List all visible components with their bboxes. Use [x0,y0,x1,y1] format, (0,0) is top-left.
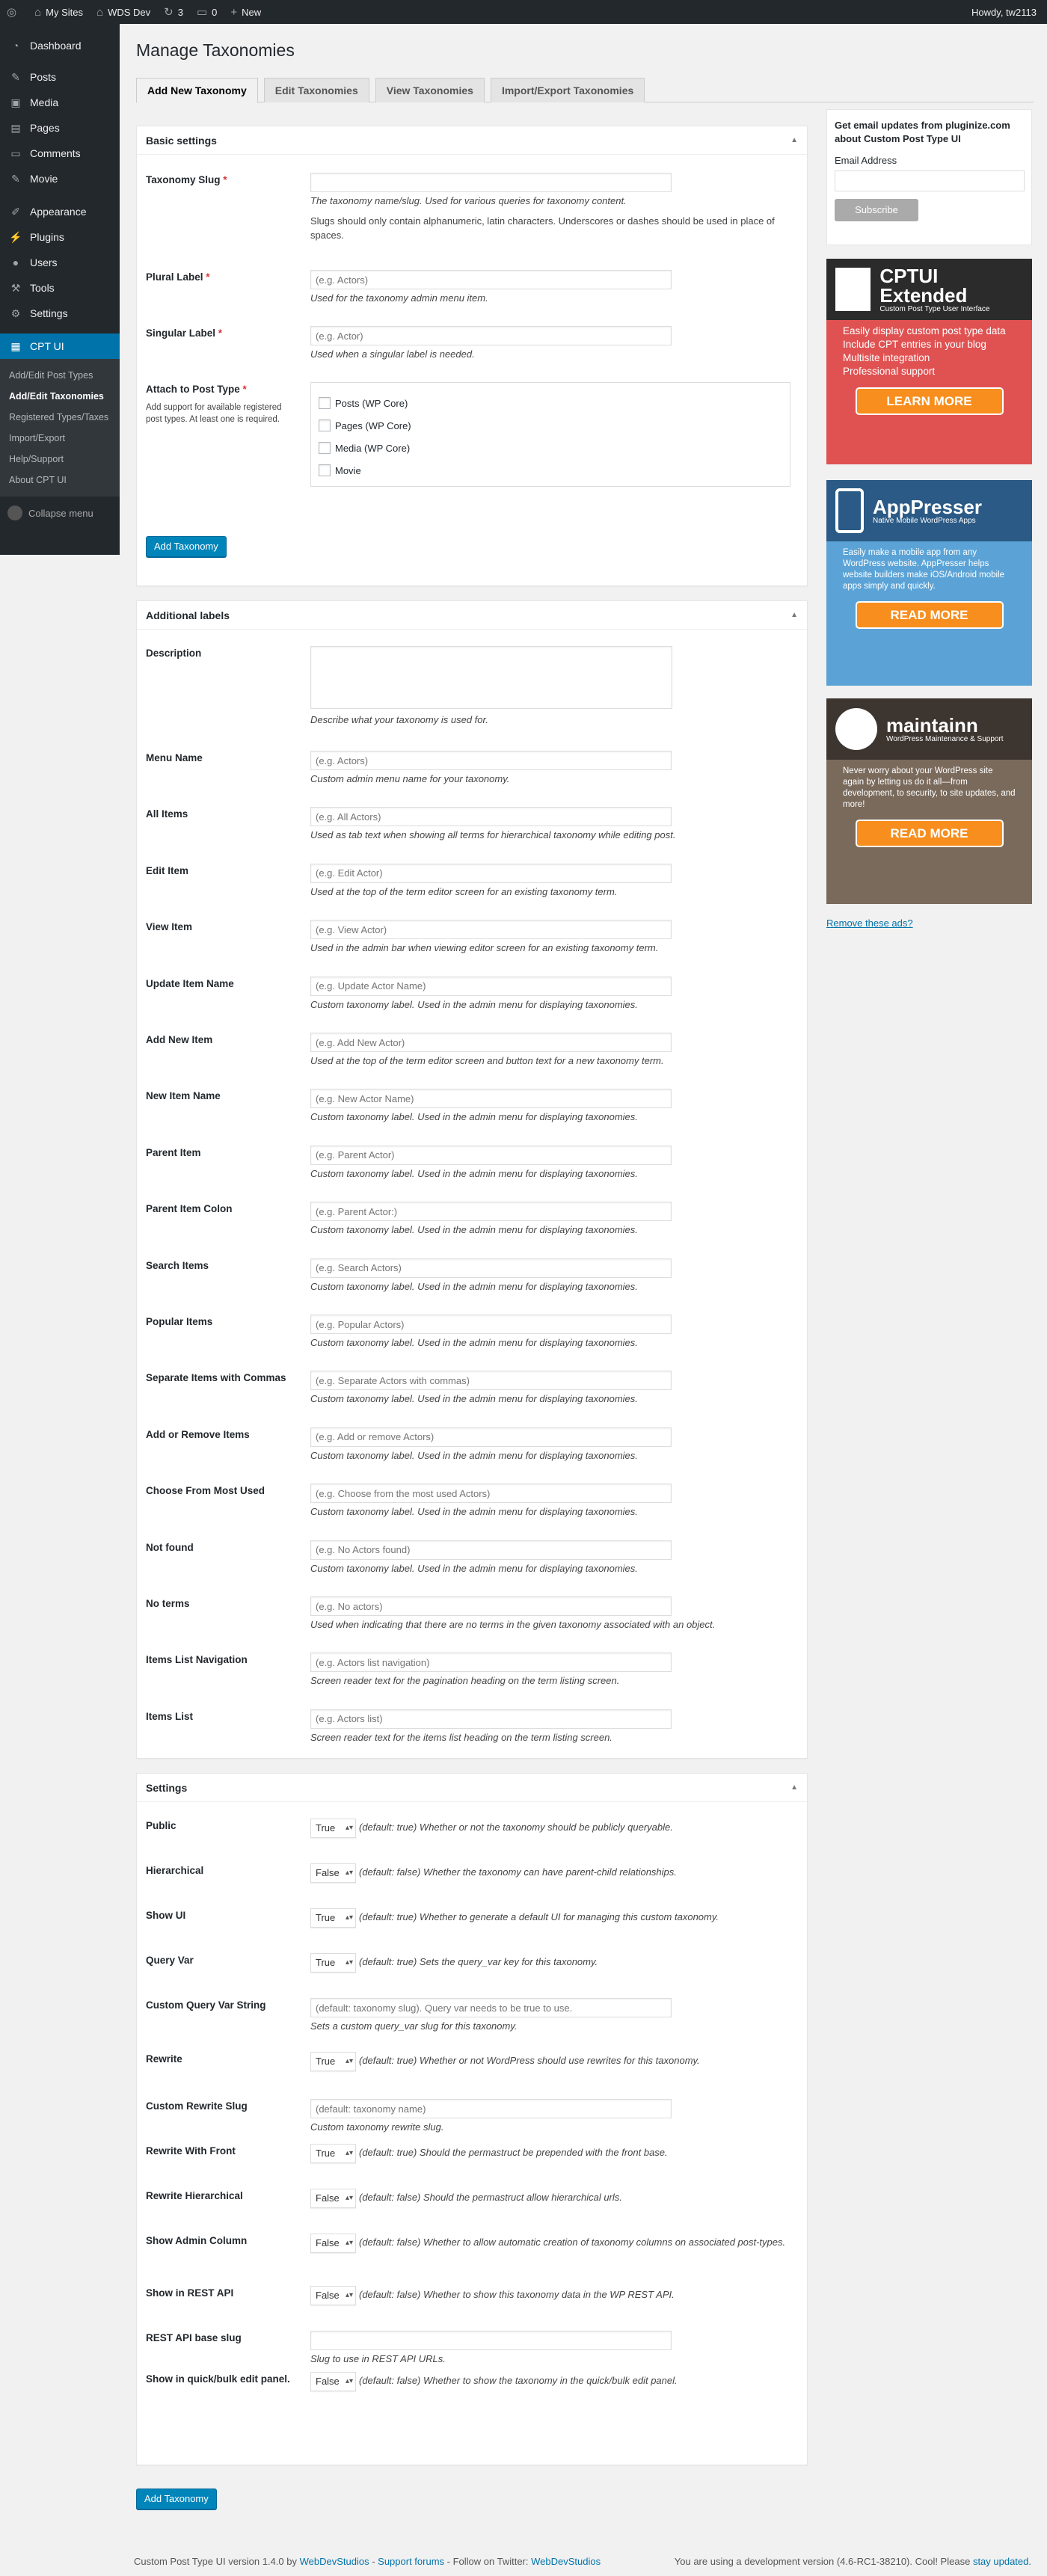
menu-label: Posts [30,71,57,83]
row-label: Hierarchical [146,1865,204,1876]
additional-labels-header[interactable] [137,601,807,630]
settings-header[interactable] [137,1774,807,1802]
field-description: Custom taxonomy label. Used in the admin menu for displaying taxonomies. [310,1506,638,1518]
label-input[interactable] [310,1427,672,1447]
admin-bar [0,0,1047,24]
ad-header [826,698,1032,760]
menu-label: Plugins [30,231,64,243]
cptui-extended-ad[interactable] [826,259,1032,464]
learn-more-button[interactable]: LEARN MORE [856,387,1004,415]
field-description: Used at the top of the term editor screen and button text for a new taxonomy term. [310,1055,664,1066]
field-description: Used for the taxonomy admin menu item. [310,292,488,304]
post-type-checkboxes [310,382,790,487]
field-description: Custom taxonomy label. Used in the admin menu for displaying taxonomies. [310,1280,638,1292]
submenu-import-export[interactable]: Import/Export [9,433,66,443]
tab-edit-taxonomies[interactable]: Edit Taxonomies [264,78,369,102]
field-description: (default: true) Whether or not the taxonomy should be publicly queryable. [359,1822,673,1833]
select-value: False [316,2376,340,2387]
field-description: Custom taxonomy label. Used in the admin menu for displaying taxonomies. [310,1337,638,1348]
checkbox-posts[interactable] [319,392,782,414]
field-description: Sets a custom query_var slug for this taxonomy. [310,2020,518,2032]
pin-icon: ✎ [11,172,20,185]
setting-select[interactable] [310,1908,356,1928]
select-value: False [316,2192,340,2204]
label-input[interactable] [310,920,672,939]
select-value: True [316,1957,336,1968]
user-icon: ● [12,256,19,268]
field-description: Custom taxonomy label. Used in the admin menu for displaying taxonomies. [310,1393,638,1405]
select-value: False [316,2290,340,2301]
menu-appearance[interactable] [0,199,120,224]
select-value: False [316,2237,340,2248]
setting-select[interactable] [310,1953,356,1973]
submenu-add-edit-taxonomies[interactable]: Add/Edit Taxonomies [9,391,104,402]
settings-box [136,1773,808,2465]
page-icon: ▤ [10,121,21,134]
select-arrow-icon: ▴▾ [345,1913,353,1922]
row-label: Edit Item [146,864,189,876]
menu-tools[interactable] [0,275,120,301]
select-arrow-icon: ▴▾ [345,2239,353,2247]
toggle-arrow-icon[interactable]: ▲ [790,611,798,619]
taxonomy-slug-label [146,173,295,188]
ad-tagline: Custom Post Type User Interface [879,304,990,313]
home-icon: ⌂ [34,5,42,19]
ad-logo: AppPresser [873,495,982,518]
label-input[interactable] [310,807,672,826]
collapse-label: Collapse menu [28,507,93,519]
menu-label: Dashboard [30,40,82,52]
select-arrow-icon: ▴▾ [345,2057,353,2065]
new-content-menu[interactable] [224,0,268,24]
menu-plugins[interactable] [0,224,120,250]
select-arrow-icon: ▴▾ [345,2291,353,2299]
row-label: Show in quick/bulk edit panel. [146,2373,290,2385]
menu-media[interactable] [0,90,120,115]
add-taxonomy-bottom-button[interactable]: Add Taxonomy [136,2489,217,2509]
ad-tagline: WordPress Maintenance & Support [886,734,1004,743]
menu-label: Tools [30,282,55,294]
row-label: Public [146,1820,176,1831]
row-label: Custom Rewrite Slug [146,2100,248,2112]
field-description: Used when indicating that there are no terms in the given taxonomy associated with an object. [310,1619,716,1630]
toggle-arrow-icon[interactable]: ▲ [790,136,798,144]
row-label: Query Var [146,1955,194,1966]
document-icon [835,268,871,311]
select-value: True [316,1822,336,1833]
select-value: True [316,2148,336,2159]
setting-select[interactable] [310,2144,356,2163]
field-description: Screen reader text for the items list heading on the term listing screen. [310,1731,612,1743]
setting-select[interactable] [310,2234,356,2253]
comment-icon: ▭ [10,147,21,159]
footer-follow: Follow on Twitter: [452,2556,529,2567]
attach-help-text: Add support for available registered post types. At least one is required. [146,403,282,424]
pin-icon: ✎ [11,70,20,83]
subscribe-button[interactable]: Subscribe [835,199,918,221]
ad-logo: maintainn [886,713,978,737]
refresh-icon: ↻ [164,6,174,19]
label-input[interactable] [310,1709,672,1729]
select-value: False [316,1867,340,1878]
checkbox-pages[interactable] [319,414,782,437]
select-value: True [316,1912,336,1923]
cpt-ui-submenu [0,359,120,497]
dashboard-icon: ◔ [12,40,19,52]
admin-menu [0,24,120,555]
toggle-arrow-icon[interactable]: ▲ [790,1783,798,1792]
select-arrow-icon: ▴▾ [345,2377,353,2385]
field-description: (default: false) Whether to show the taxonomy in the quick/bulk edit panel. [359,2375,678,2387]
submenu-add-edit-post-types[interactable]: Add/Edit Post Types [9,370,93,381]
label-input[interactable] [310,1202,672,1221]
label-input[interactable] [310,1089,672,1108]
submenu-about[interactable]: About CPT UI [9,475,67,485]
menu-label: Pages [30,122,60,134]
menu-label: Movie [30,173,58,185]
select-value: True [316,2056,336,2067]
row-label: Choose From Most Used [146,1485,265,1497]
field-description: (default: true) Should the permastruct be prepended with the front base. [359,2147,668,2159]
field-description: (default: true) Whether to generate a default UI for managing this custom taxonomy. [359,1911,719,1923]
select-arrow-icon: ▴▾ [345,2194,353,2202]
footer-version: Custom Post Type UI version 1.4.0 by [134,2556,297,2567]
field-description: (default: false) Whether to allow automatic creation of taxonomy columns on associated post-types. [359,2237,786,2248]
ad-tagline: Native Mobile WordPress Apps [873,516,976,525]
ad-bullet: Professional support [843,366,936,377]
howdy-label: Howdy, tw2113 [971,6,1037,18]
field-description: Slug to use in REST API URLs. [310,2353,446,2364]
menu-movie[interactable] [0,166,120,191]
field-description: Used in the admin bar when viewing editor screen for an existing taxonomy term. [310,942,659,954]
ad-bullet: Easily display custom post type data [843,325,1006,336]
select-arrow-icon: ▴▾ [345,1869,353,1877]
row-label: Parent Item Colon [146,1203,233,1215]
label-input[interactable] [310,1540,672,1560]
setting-input[interactable] [310,2331,672,2350]
attach-post-type-label [146,382,295,425]
label-input[interactable] [310,1146,672,1165]
section-title: Settings [146,1781,188,1794]
required-marker: * [223,174,227,185]
plural-label-input[interactable] [310,270,672,289]
menu-label: Users [30,256,58,268]
row-label: Items List Navigation [146,1654,248,1666]
comment-icon: ▭ [196,6,208,19]
phone-icon [835,488,864,533]
row-label: Items List [146,1710,194,1722]
setting-select[interactable] [310,2052,356,2071]
checkbox-label: Pages (WP Core) [335,419,411,431]
remove-ads-link[interactable]: Remove these ads? [826,917,913,929]
house-icon: ⌂ [96,5,104,19]
field-description: (default: true) Whether or not WordPress should use rewrites for this taxonomy. [359,2055,700,2067]
checkbox[interactable] [319,419,331,431]
description-textarea[interactable] [310,646,672,709]
ad-text: Easily make a mobile app from any WordPress website. AppPresser helps website builders make iOS/Android mobile apps simply and quickly. [843,548,1005,591]
checkbox-label: Movie [335,464,361,476]
submenu-help-support[interactable]: Help/Support [9,454,64,464]
collapse-menu-button[interactable] [0,497,120,529]
setting-input[interactable] [310,1998,672,2017]
field-description: Screen reader text for the pagination heading on the term listing screen. [310,1675,620,1687]
my-sites-label: My Sites [46,6,83,18]
ad-bullet: Include CPT entries in your blog [843,339,986,350]
field-description: Custom taxonomy label. Used in the admin menu for displaying taxonomies. [310,1167,638,1179]
row-label: Update Item Name [146,977,234,989]
select-arrow-icon: ▴▾ [345,1824,353,1832]
row-label: New Item Name [146,1090,221,1102]
brush-icon: ✐ [11,205,20,218]
tab-import-export-taxonomies[interactable]: Import/Export Taxonomies [491,78,645,102]
field-description: (default: false) Should the permastruct allow hierarchical urls. [359,2192,622,2204]
my-sites-menu[interactable] [28,0,90,24]
label-input[interactable] [310,1484,672,1503]
field-description: Custom admin menu name for your taxonomy. [310,773,510,784]
footer-support-link[interactable]: Support forums [378,2556,445,2567]
read-more-button[interactable]: READ MORE [856,820,1004,847]
menu-label: Settings [30,307,68,319]
row-label: Menu Name [146,752,203,763]
email-label: Email Address [835,155,897,166]
setting-select[interactable] [310,1819,356,1838]
label-text: Taxonomy Slug [146,174,221,185]
label-input[interactable] [310,977,672,996]
field-description: (default: false) Whether to show this taxonomy data in the WP REST API. [359,2289,675,2301]
plus-icon: + [230,5,238,19]
label-text: Attach to Post Type [146,384,240,395]
ad-bullets [826,320,1032,378]
row-label: All Items [146,808,188,820]
newsletter-title: Get email updates from pluginize.com about Custom Post Type UI [835,120,1010,144]
email-input[interactable] [835,170,1025,191]
field-description: The taxonomy name/slug. Used for various queries for taxonomy content. [310,195,627,206]
required-marker: * [218,328,223,339]
label-input[interactable] [310,1315,672,1334]
ad-bullet: Multisite integration [843,352,930,363]
description-label: Description [146,648,202,659]
menu-posts[interactable] [0,64,120,90]
row-label: Add New Item [146,1034,213,1045]
menu-users[interactable] [0,250,120,275]
ad-text: Never worry about your WordPress site again by letting us do it all—from development, to security, to site updates, and more! [843,766,1016,809]
wrench-icon: ⚒ [10,281,21,294]
row-label: Search Items [146,1259,209,1271]
singular-label-input[interactable] [310,326,672,345]
checkbox[interactable] [319,397,331,409]
page-title: Manage Taxonomies [136,40,295,60]
checkbox-media[interactable] [319,437,782,459]
field-description: Custom taxonomy label. Used in the admin menu for displaying taxonomies. [310,1449,638,1461]
label-input[interactable] [310,1596,672,1616]
checkbox-movie[interactable] [319,459,782,482]
settings-icon: ⚙ [10,307,21,319]
label-text: Plural Label [146,271,203,283]
account-menu[interactable] [965,0,1047,24]
page-wrap [136,24,1034,102]
footer-twitter-link[interactable]: WebDevStudios [531,2556,601,2567]
label-input[interactable] [310,1033,672,1052]
menu-dashboard[interactable] [0,33,120,58]
footer-stay-updated-link[interactable]: stay updated. [972,2556,1031,2567]
row-label: Separate Items with Commas [146,1372,286,1384]
section-title: Additional labels [146,609,230,621]
row-label: Rewrite [146,2053,182,2065]
basic-settings-box [136,126,808,586]
row-label: Show UI [146,1910,186,1921]
setting-input[interactable] [310,2099,672,2118]
field-description: Custom taxonomy label. Used in the admin menu for displaying taxonomies. [310,998,638,1010]
ad-header [826,259,1032,320]
plug-icon: ⚡ [9,230,22,243]
slug-note: Slugs should only contain alphanumeric, latin characters. Underscores or dashes should be used in place of spaces. [310,215,775,241]
basic-settings-header[interactable] [137,126,807,155]
field-description: Used as tab text when showing all terms for hierarchical taxonomy while editing post. [310,829,676,841]
nav-tabs [136,78,1034,102]
select-arrow-icon: ▴▾ [345,2149,353,2157]
menu-cpt-ui[interactable] [0,333,120,359]
setting-select[interactable] [310,1863,356,1883]
menu-label: CPT UI [30,340,64,352]
menu-pages[interactable] [0,115,120,141]
row-label: Not found [146,1541,194,1553]
row-label: Custom Query Var String [146,1999,266,2011]
additional-labels-box [136,600,808,1759]
collapse-icon [7,505,22,520]
label-input[interactable] [310,1258,672,1278]
comments-count: 0 [212,6,218,18]
updates-count: 3 [177,6,183,18]
field-description: Custom taxonomy label. Used in the admin menu for displaying taxonomies. [310,1111,638,1123]
ad-header [826,480,1032,541]
maintainn-logo-icon [835,708,877,750]
new-label: New [242,6,262,18]
field-description: (default: false) Whether the taxonomy can have parent-child relationships. [359,1866,677,1878]
footer-wds-link[interactable]: WebDevStudios [299,2556,369,2567]
label-input[interactable] [310,1653,672,1672]
sidebar [826,109,1032,929]
updates-link[interactable] [157,0,190,24]
label-input[interactable] [310,1371,672,1390]
label-input[interactable] [310,751,672,770]
plural-label-label [146,270,295,285]
field-description: Used when a singular label is needed. [310,348,475,360]
setting-select[interactable] [310,2189,356,2208]
setting-select[interactable] [310,2372,356,2391]
wordpress-logo-icon[interactable]: ◎ [7,6,17,19]
required-marker: * [206,271,210,283]
label-input[interactable] [310,864,672,883]
checkbox-label: Posts (WP Core) [335,397,408,409]
select-arrow-icon: ▴▾ [345,1958,353,1967]
field-description: Custom taxonomy label. Used in the admin menu for displaying taxonomies. [310,1562,638,1574]
submenu-registered-types[interactable]: Registered Types/Taxes [9,412,109,422]
taxonomy-slug-input[interactable] [310,173,672,192]
menu-label: Appearance [30,206,87,218]
row-label: View Item [146,921,193,933]
maintainn-ad[interactable] [826,698,1032,904]
field-description: Describe what your taxonomy is used for. [310,714,488,725]
site-name-menu[interactable] [90,0,157,24]
menu-label: Media [30,96,59,108]
row-label: Rewrite Hierarchical [146,2190,243,2201]
footer: Custom Post Type UI version 1.4.0 by WebDevStudios - Support forums - Follow on Twitter: WebDevStudios You are using a development version (4.6-RC1-38210). Cool! Please stay updated. [134,2556,1031,2567]
row-label: Add or Remove Items [146,1428,250,1440]
row-label: Show Admin Column [146,2235,248,2246]
apppresser-ad[interactable] [826,480,1032,686]
checkbox-label: Media (WP Core) [335,442,411,454]
required-marker: * [242,384,247,395]
section-title: Basic settings [146,134,217,147]
media-icon: ▣ [10,96,21,108]
field-description: Custom taxonomy rewrite slug. [310,2121,444,2133]
checkbox[interactable] [319,464,331,476]
field-description: Custom taxonomy label. Used in the admin menu for displaying taxonomies. [310,1224,638,1236]
read-more-button[interactable]: READ MORE [856,601,1004,629]
menu-settings[interactable] [0,301,120,326]
singular-label-label [146,326,295,341]
menu-comments[interactable] [0,141,120,166]
site-name-label: WDS Dev [108,6,151,18]
newsletter-widget [826,109,1032,245]
setting-select[interactable] [310,2286,356,2305]
row-label: Popular Items [146,1316,213,1327]
field-description: Used at the top of the term editor screen for an existing taxonomy term. [310,885,618,897]
row-label: Show in REST API [146,2287,234,2299]
comments-link[interactable] [190,0,224,24]
footer-version-note: You are using a development version (4.6-RC1-38210). Cool! Please [674,2556,971,2567]
cpt-ui-icon: ▦ [10,339,21,352]
label-text: Singular Label [146,328,216,339]
row-label: Rewrite With Front [146,2145,236,2157]
add-taxonomy-button[interactable]: Add Taxonomy [146,536,227,557]
ad-logo: CPTUI Extended [879,264,968,307]
checkbox[interactable] [319,442,331,454]
field-description: (default: true) Sets the query_var key for this taxonomy. [359,1956,598,1968]
menu-label: Comments [30,147,81,159]
row-label: Parent Item [146,1146,201,1158]
row-label: No terms [146,1598,190,1609]
tab-view-taxonomies[interactable]: View Taxonomies [375,78,485,102]
tab-add-new-taxonomy[interactable]: Add New Taxonomy [136,78,258,103]
row-label: REST API base slug [146,2332,242,2343]
